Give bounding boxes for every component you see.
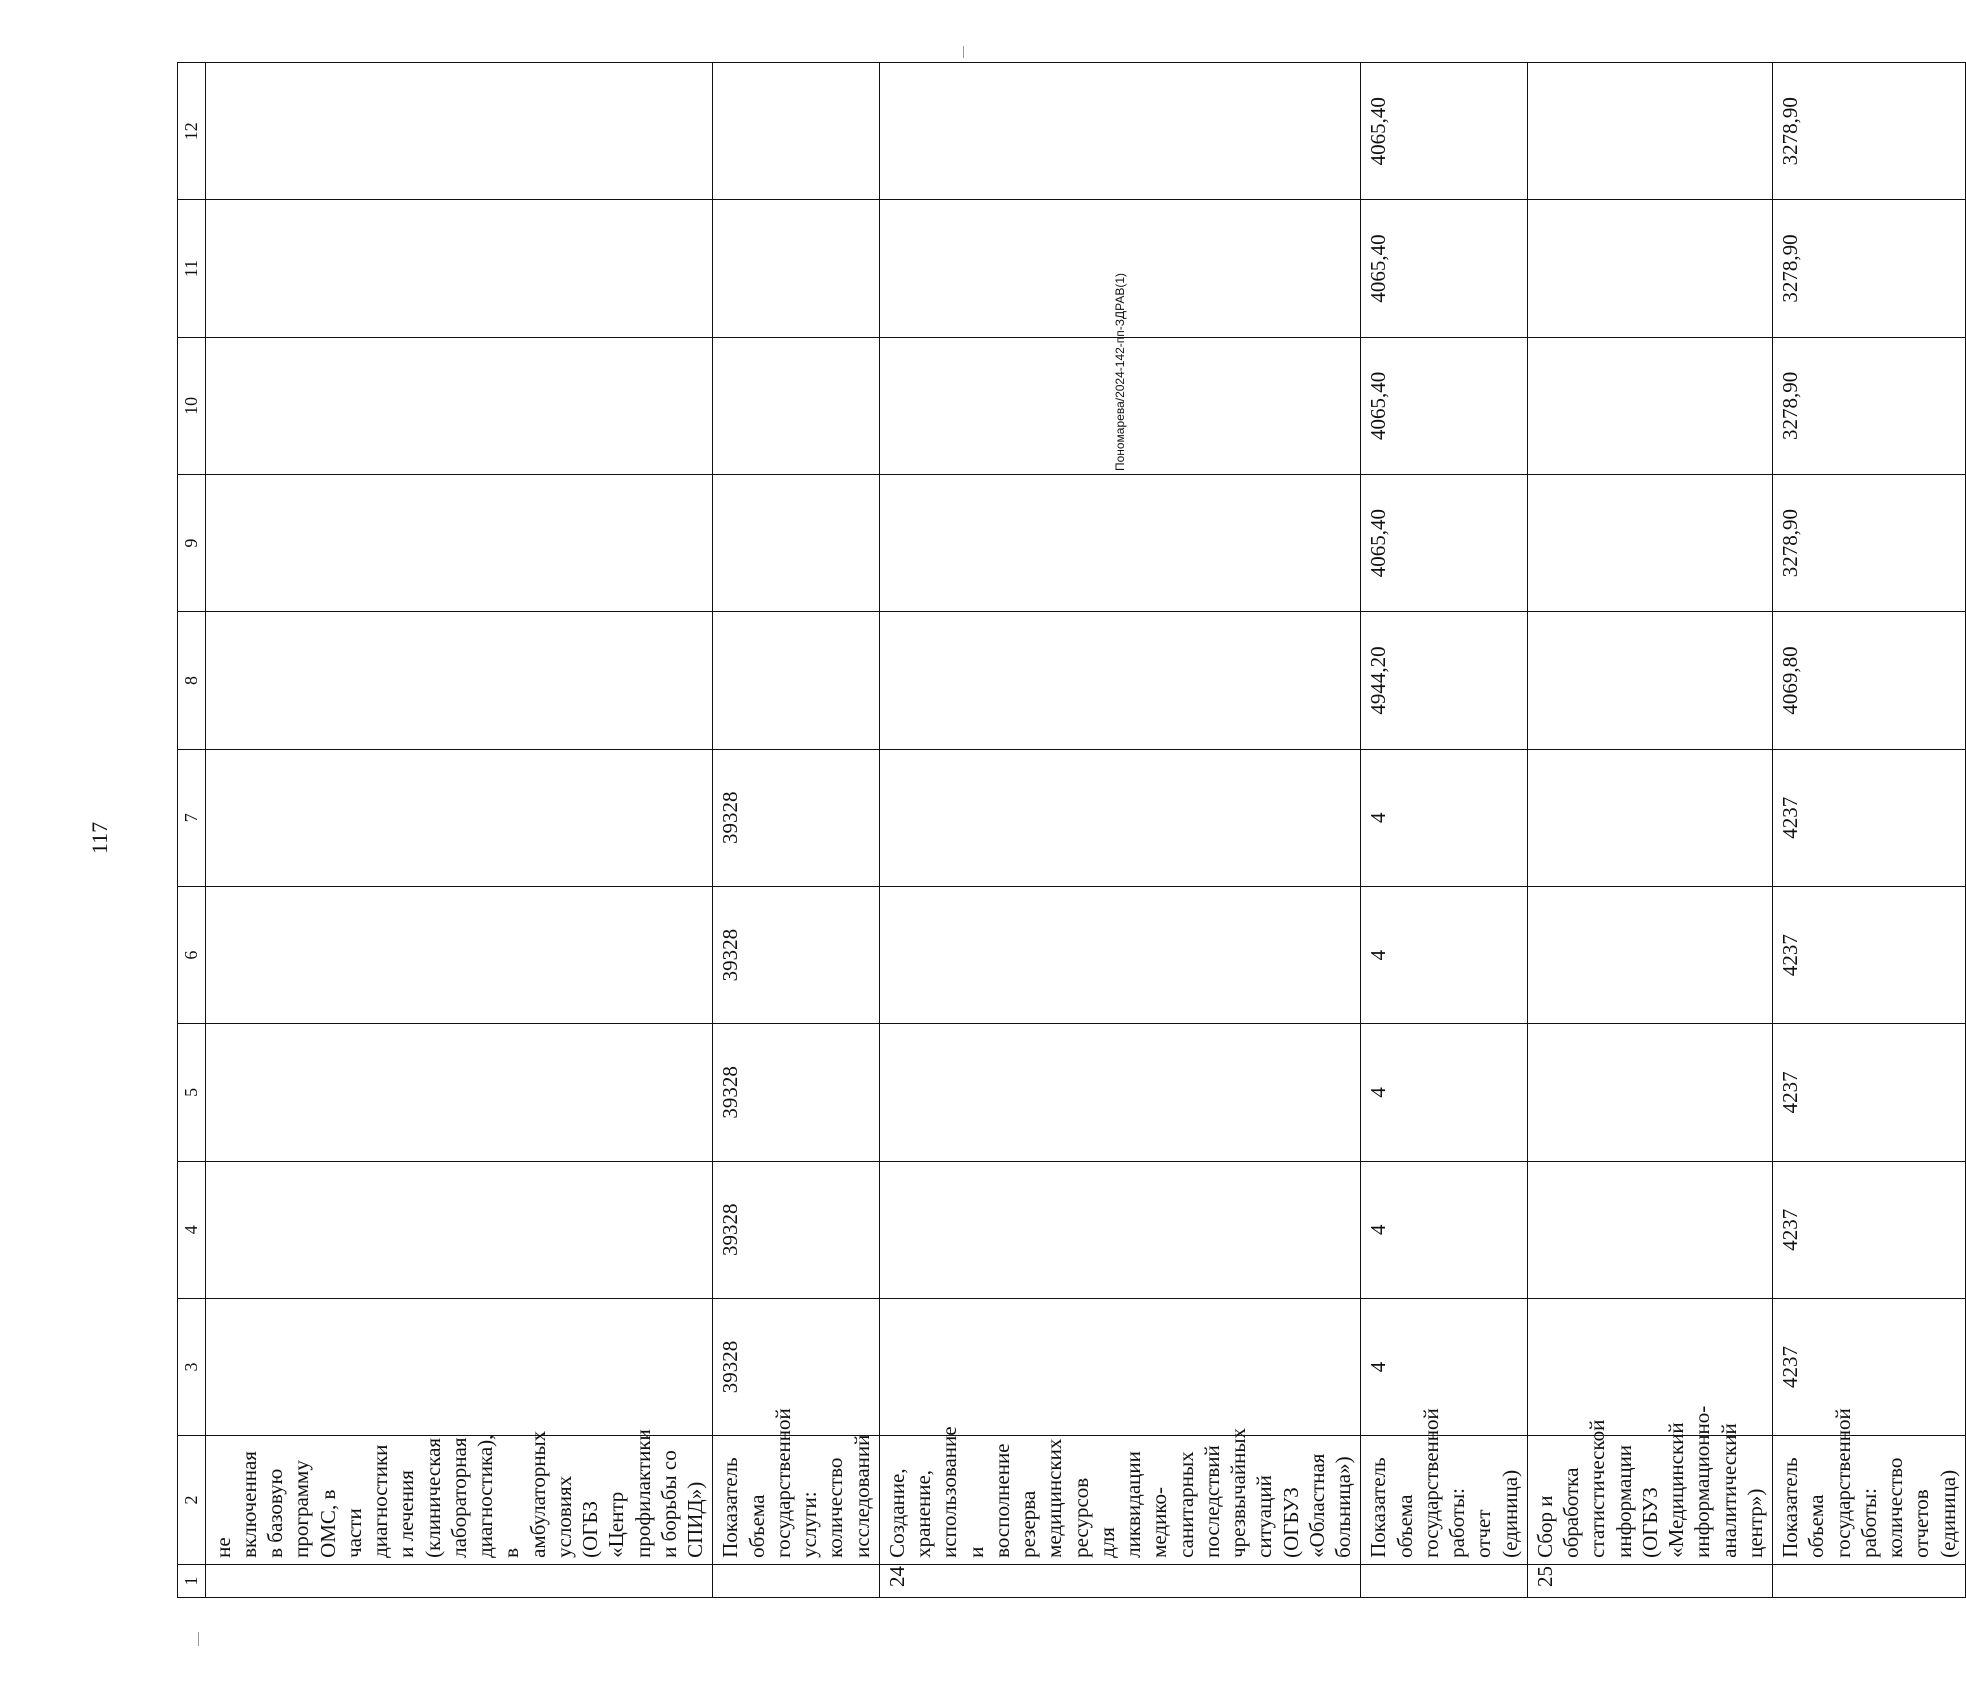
row-description-cell: Показатель объема государственной работы: отчет (единица) <box>1361 1436 1528 1565</box>
value-cell-col-5 <box>879 1024 1361 1161</box>
value-cell-col-7: 39328 <box>713 749 880 886</box>
value-cell-col-6 <box>879 886 1361 1023</box>
value-cell-col-8 <box>205 612 713 749</box>
row-number-cell <box>1773 1564 1966 1597</box>
row-number-cell <box>205 1564 713 1597</box>
value-cell-col-3: 39328 <box>713 1298 880 1435</box>
value-cell-col-4: 4237 <box>1773 1161 1966 1298</box>
value-cell-col-12: 3278,90 <box>1773 63 1966 200</box>
value-cell-col-5 <box>1527 1024 1772 1161</box>
value-cell-col-10: 3278,90 <box>1773 337 1966 474</box>
value-cell-col-3: 4 <box>1361 1298 1528 1435</box>
value-cell-col-4 <box>1527 1161 1772 1298</box>
header-cell: 4 <box>178 1161 206 1298</box>
value-cell-col-12 <box>205 63 713 200</box>
header-cell: 5 <box>178 1024 206 1161</box>
budget-table <box>177 62 1966 1598</box>
value-cell-col-7 <box>879 749 1361 886</box>
header-cell: 3 <box>178 1298 206 1435</box>
value-cell-col-9: 3278,90 <box>1773 475 1966 612</box>
value-cell-col-7 <box>205 749 713 886</box>
value-cell-col-9 <box>713 475 880 612</box>
table-row <box>713 63 880 1598</box>
row-description-cell: Создание, хранение, использование и восполнение резерва медицинских ресурсов для ликвидации медико-санитарных последствий чрезвычайных ситуаций (ОГБУЗ «Областная больница») <box>879 1436 1361 1565</box>
value-cell-col-11: 3278,90 <box>1773 200 1966 337</box>
value-cell-col-11: 4065,40 <box>1361 200 1528 337</box>
table-row <box>1361 63 1528 1598</box>
value-cell-col-11 <box>713 200 880 337</box>
value-cell-col-5: 39328 <box>713 1024 880 1161</box>
page-number: 117 <box>87 821 112 855</box>
value-cell-col-7: 4237 <box>1773 749 1966 886</box>
value-cell-col-8 <box>879 612 1361 749</box>
value-cell-col-6: 4237 <box>1773 886 1966 1023</box>
value-cell-col-4: 4 <box>1361 1161 1528 1298</box>
value-cell-col-6 <box>1527 886 1772 1023</box>
value-cell-col-9 <box>205 475 713 612</box>
header-cell: 1 <box>178 1564 206 1597</box>
value-cell-col-4: 39328 <box>713 1161 880 1298</box>
row-description-cell: Сбор и обработка статистической информации (ОГБУЗ «Медицинский информационно-аналитический центр») <box>1527 1436 1772 1565</box>
value-cell-col-3 <box>1527 1298 1772 1435</box>
header-cell: 10 <box>178 337 206 474</box>
value-cell-col-6: 39328 <box>713 886 880 1023</box>
margin-mark-bottom <box>198 1632 199 1646</box>
value-cell-col-6 <box>205 886 713 1023</box>
value-cell-col-5 <box>205 1024 713 1161</box>
header-cell: 9 <box>178 475 206 612</box>
value-cell-col-4 <box>879 1161 1361 1298</box>
value-cell-col-7 <box>1527 749 1772 886</box>
value-cell-col-3: 4237 <box>1773 1298 1966 1435</box>
table-row <box>205 63 713 1598</box>
value-cell-col-10 <box>713 337 880 474</box>
value-cell-col-8: 4944,20 <box>1361 612 1528 749</box>
table-row <box>1773 63 1966 1598</box>
value-cell-col-10 <box>1527 337 1772 474</box>
row-description-cell: Показатель объема государственной работы: количество отчетов (единица) <box>1773 1436 1966 1565</box>
value-cell-col-8 <box>713 612 880 749</box>
value-cell-col-12 <box>1527 63 1772 200</box>
value-cell-col-12: 4065,40 <box>1361 63 1528 200</box>
margin-mark-top <box>963 46 964 58</box>
value-cell-col-8 <box>1527 612 1772 749</box>
header-cell: 8 <box>178 612 206 749</box>
value-cell-col-11 <box>1527 200 1772 337</box>
value-cell-col-5: 4 <box>1361 1024 1528 1161</box>
header-cell: 6 <box>178 886 206 1023</box>
row-number-cell: 24 <box>879 1564 1361 1597</box>
row-number-cell <box>713 1564 880 1597</box>
value-cell-col-7: 4 <box>1361 749 1528 886</box>
value-cell-col-8: 4069,80 <box>1773 612 1966 749</box>
value-cell-col-12 <box>713 63 880 200</box>
header-cell: 7 <box>178 749 206 886</box>
row-description-cell: не включенная в базовую программу ОМС, в части диагностики и лечения (клиническая лабораторная диагностика), в амбулаторных условиях (ОГБЗ «Центр профилактики и борьбы со СПИД») <box>205 1436 713 1565</box>
value-cell-col-11 <box>879 200 1361 337</box>
value-cell-col-9 <box>1527 475 1772 612</box>
value-cell-col-10 <box>205 337 713 474</box>
row-number-cell: 25 <box>1527 1564 1772 1597</box>
value-cell-col-6: 4 <box>1361 886 1528 1023</box>
document-code-text: Пономарева/2024-142-пп-ЗДРАВ(1) <box>1113 272 1128 472</box>
value-cell-col-10 <box>879 337 1361 474</box>
value-cell-col-3 <box>879 1298 1361 1435</box>
header-cell: 12 <box>178 63 206 200</box>
value-cell-col-5: 4237 <box>1773 1024 1966 1161</box>
value-cell-col-9: 4065,40 <box>1361 475 1528 612</box>
value-cell-col-4 <box>205 1161 713 1298</box>
value-cell-col-3 <box>205 1298 713 1435</box>
row-number-cell <box>1361 1564 1528 1597</box>
table-header-row <box>178 63 206 1598</box>
value-cell-col-10: 4065,40 <box>1361 337 1528 474</box>
header-cell: 2 <box>178 1436 206 1565</box>
table-row <box>879 63 1361 1598</box>
table-row <box>1527 63 1772 1598</box>
value-cell-col-11 <box>205 200 713 337</box>
value-cell-col-12 <box>879 63 1361 200</box>
row-description-cell: Показатель объема государственной услуги: количество исследований <box>713 1436 880 1565</box>
value-cell-col-9 <box>879 475 1361 612</box>
header-cell: 11 <box>178 200 206 337</box>
